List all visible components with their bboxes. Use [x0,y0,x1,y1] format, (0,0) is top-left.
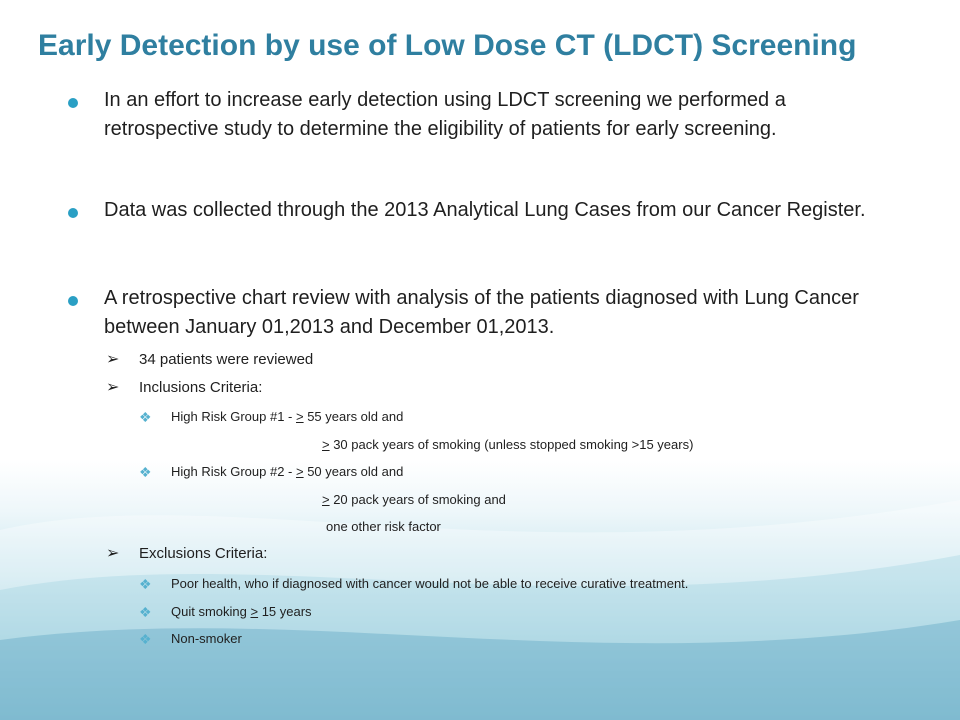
circle-bullet-icon [68,208,78,218]
arrowhead-bullet-icon: ➢ [106,545,120,562]
exclusion-quit-smoking: Quit smoking > 15 years [171,604,312,619]
diamond-bullet-icon: ❖ [139,631,152,647]
diamond-bullet-icon: ❖ [139,464,152,480]
paragraph-chart-review: A retrospective chart review with analysis of the patients diagnosed with Lung Cancer between January 01,2013 and December 01,2013. [104,287,859,338]
exclusion-non-smoker: Non-smoker [171,631,242,646]
high-risk-group-1-line-1: High Risk Group #1 - > 55 years old and [171,409,404,424]
patients-reviewed-text: 34 patients were reviewed [139,351,314,368]
high-risk-group-2-line-1: High Risk Group #2 - > 50 years old and [171,464,404,479]
arrowhead-bullet-icon: ➢ [106,379,120,396]
high-risk-group-2-line-3: one other risk factor [326,519,441,534]
diamond-bullet-icon: ❖ [139,409,152,425]
high-risk-group-1-line-2: > 30 pack years of smoking (unless stopped smoking >15 years) [322,437,694,452]
paragraph-eligibility-study: In an effort to increase early detection using LDCT screening we performed a retrospective study to determine the eligibility of patients for early screening. [104,89,786,140]
diamond-bullet-icon: ❖ [139,576,152,592]
exclusion-poor-health: Poor health, who if diagnosed with cancer would not be able to receive curative treatment. [171,576,689,591]
circle-bullet-icon [68,98,78,108]
high-risk-group-2-line-2: > 20 pack years of smoking and [322,492,506,507]
circle-bullet-icon [68,296,78,306]
paragraph-data-collection: Data was collected through the 2013 Analytical Lung Cases from our Cancer Register. [104,199,866,221]
arrowhead-bullet-icon: ➢ [106,351,120,368]
exclusions-criteria-heading: Exclusions Criteria: [139,545,268,562]
slide-title: Early Detection by use of Low Dose CT (LDCT) Screening [38,29,857,62]
inclusions-criteria-heading: Inclusions Criteria: [139,379,263,396]
diamond-bullet-icon: ❖ [139,604,152,620]
